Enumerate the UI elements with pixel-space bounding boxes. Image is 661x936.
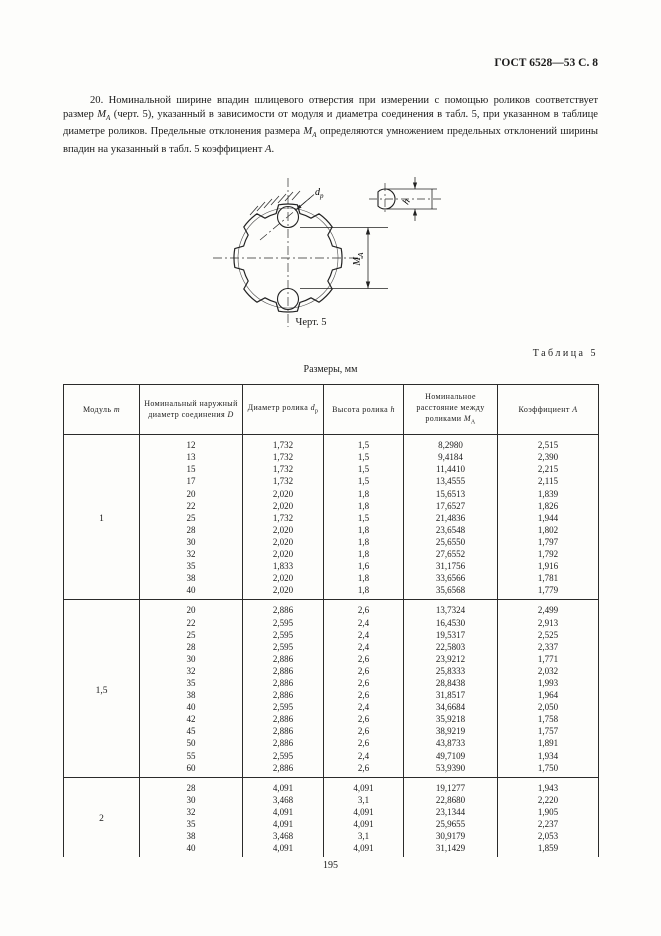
table-cell: 2,886 — [243, 677, 324, 689]
table-cell: 49,7109 — [404, 750, 498, 762]
table-header — [64, 384, 599, 435]
module-cell: 1 — [99, 514, 104, 525]
table-cell: 1,833 — [243, 560, 324, 572]
table-row — [64, 463, 599, 475]
table-cell: 25 — [140, 629, 243, 641]
table-cell: 8,2980 — [404, 435, 498, 452]
table-cell: 43,8733 — [404, 737, 498, 749]
table-row — [64, 665, 599, 677]
table-cell: 2,6 — [324, 737, 404, 749]
table-cell: 2,6 — [324, 713, 404, 725]
table-cell: 2,886 — [243, 725, 324, 737]
column-header: Номинальное расстояние между роликами $М_А$ — [404, 384, 498, 435]
table-cell: 22,8680 — [404, 794, 498, 806]
table-cell: 1,732 — [243, 512, 324, 524]
table-cell: 31,8517 — [404, 689, 498, 701]
table-cell: 4,091 — [324, 818, 404, 830]
table-cell: 2,886 — [243, 665, 324, 677]
table-cell: 28,8438 — [404, 677, 498, 689]
table-cell: 4,091 — [243, 842, 324, 857]
table-row — [64, 762, 599, 778]
table-cell: 20 — [140, 600, 243, 617]
table-row — [64, 548, 599, 560]
table-row — [64, 794, 599, 806]
table-cell: 2,237 — [498, 818, 599, 830]
table-cell: 23,1344 — [404, 806, 498, 818]
table-cell: 2,4 — [324, 701, 404, 713]
table-cell: 1,792 — [498, 548, 599, 560]
table-cell: 1,6 — [324, 560, 404, 572]
table-cell: 38 — [140, 689, 243, 701]
table-cell: 34,6684 — [404, 701, 498, 713]
table-cell: 2,4 — [324, 641, 404, 653]
table-cell: 2,020 — [243, 536, 324, 548]
table-cell: 2,6 — [324, 725, 404, 737]
table-row — [64, 560, 599, 572]
table-row — [64, 750, 599, 762]
table-cell: 16,4530 — [404, 617, 498, 629]
table-cell: 1,779 — [498, 584, 599, 600]
table-cell: 2,886 — [243, 653, 324, 665]
column-header: Модуль m — [64, 384, 140, 435]
table-cell: 2,913 — [498, 617, 599, 629]
table-cell: 1,5 — [324, 512, 404, 524]
table-cell: 1,8 — [324, 572, 404, 584]
table-cell: 40 — [140, 701, 243, 713]
table-cell: 1,8 — [324, 500, 404, 512]
table-cell: 4,091 — [243, 818, 324, 830]
table-cell: 2,595 — [243, 641, 324, 653]
table-cell: 13,4555 — [404, 475, 498, 487]
table-cell: 30 — [140, 653, 243, 665]
module-group — [64, 435, 599, 600]
table-cell: 9,4184 — [404, 451, 498, 463]
table-row — [64, 629, 599, 641]
table-row — [64, 641, 599, 653]
table-cell: 2,020 — [243, 584, 324, 600]
table-cell: 55 — [140, 750, 243, 762]
table-cell: 38 — [140, 572, 243, 584]
table-cell: 25 — [140, 512, 243, 524]
table-cell: 13,7324 — [404, 600, 498, 617]
table-cell: 2,6 — [324, 689, 404, 701]
table-cell: 60 — [140, 762, 243, 778]
table-cell: 2,595 — [243, 701, 324, 713]
table-cell: 1,732 — [243, 451, 324, 463]
table-cell: 27,6552 — [404, 548, 498, 560]
table-cell: 2,4 — [324, 750, 404, 762]
dp-label: $d_р$ — [315, 186, 324, 200]
table-cell: 1,5 — [324, 451, 404, 463]
document-header: ГОСТ 6528—53 С. 8 — [494, 57, 598, 69]
column-header: Коэффициент А — [498, 384, 599, 435]
table-cell: 15 — [140, 463, 243, 475]
table-cell: 1,750 — [498, 762, 599, 778]
table-cell: 19,5317 — [404, 629, 498, 641]
table-cell: 32 — [140, 806, 243, 818]
table-cell: 2,515 — [498, 435, 599, 452]
table-cell: 22 — [140, 500, 243, 512]
table-cell: 1,916 — [498, 560, 599, 572]
table-cell: 2,6 — [324, 653, 404, 665]
table-cell: 2,053 — [498, 830, 599, 842]
table-cell: 1,5 — [324, 463, 404, 475]
table-cell: 2,6 — [324, 677, 404, 689]
table-cell: 2,032 — [498, 665, 599, 677]
table-cell: 3,468 — [243, 794, 324, 806]
table-cell: 1,8 — [324, 488, 404, 500]
table-cell: 25,8333 — [404, 665, 498, 677]
clause-20-paragraph: 20. Номинальной ширине впадин шлицевого отверстия при измерении с помощью роликов соответствует размер $М_А$ (черт. 5), указанный в зависимости от модуля и диаметра соединения в табл. 5, при указанном в таблице диаметре роликов. Предельные отклонения размера $М_А$ определяются умножением предельных отклонений ширины впадин на указанный в табл. 5 коэффициент А. — [63, 95, 598, 155]
roller-detail — [369, 177, 442, 221]
table-cell: 1,826 — [498, 500, 599, 512]
table-cell: 2,4 — [324, 629, 404, 641]
data-table — [63, 384, 599, 858]
table-cell: 3,468 — [243, 830, 324, 842]
module-cell: 1,5 — [64, 600, 140, 777]
clause-number: 20. — [90, 95, 104, 106]
table-cell: 38,9219 — [404, 725, 498, 737]
table-row — [64, 524, 599, 536]
table-row — [64, 777, 599, 794]
table-cell: 1,732 — [243, 435, 324, 452]
table-cell: 1,891 — [498, 737, 599, 749]
table-cell: 4,091 — [243, 777, 324, 794]
table-cell: 1,944 — [498, 512, 599, 524]
table-cell: 32 — [140, 548, 243, 560]
table-cell: 38 — [140, 830, 243, 842]
table-cell: 1,732 — [243, 463, 324, 475]
table-cell: 2,886 — [243, 737, 324, 749]
table-cell: 31,1756 — [404, 560, 498, 572]
table-row — [64, 842, 599, 857]
table-row — [64, 500, 599, 512]
table-cell: 1,757 — [498, 725, 599, 737]
table-cell: 2,595 — [243, 750, 324, 762]
table-cell: 28 — [140, 524, 243, 536]
table-cell: 4,091 — [324, 806, 404, 818]
table-row — [64, 677, 599, 689]
module-group — [64, 777, 599, 857]
table-cell: 33,6566 — [404, 572, 498, 584]
table-row — [64, 584, 599, 600]
table-cell: 28 — [140, 641, 243, 653]
table-cell: 45 — [140, 725, 243, 737]
table-cell: 1,839 — [498, 488, 599, 500]
table-row — [64, 701, 599, 713]
table-cell: 15,6513 — [404, 488, 498, 500]
table-cell: 2,020 — [243, 500, 324, 512]
table-cell: 1,771 — [498, 653, 599, 665]
table-cell: 17 — [140, 475, 243, 487]
h-arrow-bottom — [413, 209, 417, 216]
table-cell: 2,050 — [498, 701, 599, 713]
table-cell: 1,781 — [498, 572, 599, 584]
table-cell: 2,220 — [498, 794, 599, 806]
table-cell: 21,4836 — [404, 512, 498, 524]
table-cell: 2,020 — [243, 524, 324, 536]
column-header: Номинальный наружный диаметр соединения D — [140, 384, 243, 435]
table-cell: 30 — [140, 536, 243, 548]
table-cell: 2,020 — [243, 488, 324, 500]
table-row — [64, 830, 599, 842]
table-cell: 2,886 — [243, 600, 324, 617]
table-cell: 25,9655 — [404, 818, 498, 830]
table-cell: 2,595 — [243, 629, 324, 641]
h-arrow-top — [413, 182, 417, 189]
table-row — [64, 653, 599, 665]
table-cell: 40 — [140, 842, 243, 857]
table-cell: 1,8 — [324, 548, 404, 560]
table-cell: 12 — [140, 435, 243, 452]
table-cell: 4,091 — [324, 777, 404, 794]
table-row — [64, 725, 599, 737]
table-cell: 1,943 — [498, 777, 599, 794]
size-symbol-ma: $М_А$ — [97, 108, 111, 122]
table-cell: 32 — [140, 665, 243, 677]
table-cell: 3,1 — [324, 830, 404, 842]
table-cell: 13 — [140, 451, 243, 463]
table-cell: 11,4410 — [404, 463, 498, 475]
table-row — [64, 689, 599, 701]
table-cell: 35 — [140, 560, 243, 572]
table-cell: 2,4 — [324, 617, 404, 629]
table-row — [64, 475, 599, 487]
table-cell: 50 — [140, 737, 243, 749]
table-row — [64, 600, 599, 617]
table-cell: 2,020 — [243, 572, 324, 584]
table-cell: 28 — [140, 777, 243, 794]
table-cell: 2,886 — [243, 689, 324, 701]
table-cell: 30 — [140, 794, 243, 806]
table-units-label: Размеры, мм — [303, 363, 358, 375]
table-cell: 4,091 — [324, 842, 404, 857]
table-cell: 1,758 — [498, 713, 599, 725]
table-cell: 2,595 — [243, 617, 324, 629]
spline-drawing — [150, 175, 570, 335]
table-row — [64, 617, 599, 629]
table-cell: 25,6550 — [404, 536, 498, 548]
table-cell: 35 — [140, 818, 243, 830]
table-cell: 20 — [140, 488, 243, 500]
table-cell: 35 — [140, 677, 243, 689]
table-cell: 2,6 — [324, 665, 404, 677]
table-cell: 2,215 — [498, 463, 599, 475]
ma-label: $М_А$ — [352, 252, 365, 266]
table-cell: 30,9179 — [404, 830, 498, 842]
table-cell: 2,525 — [498, 629, 599, 641]
table-cell: 42 — [140, 713, 243, 725]
table-cell: 1,859 — [498, 842, 599, 857]
table-cell: 53,9390 — [404, 762, 498, 778]
table-row — [64, 806, 599, 818]
table-row — [64, 572, 599, 584]
table-cell: 1,8 — [324, 536, 404, 548]
table-cell: 1,5 — [324, 475, 404, 487]
table-cell: 1,905 — [498, 806, 599, 818]
table-row — [64, 488, 599, 500]
table-cell: 1,5 — [324, 435, 404, 452]
hatching-marks — [250, 191, 300, 215]
table-cell: 2,499 — [498, 600, 599, 617]
table-row — [64, 713, 599, 725]
table-cell: 1,802 — [498, 524, 599, 536]
dimension-arrow-up — [366, 227, 370, 234]
table-cell: 22 — [140, 617, 243, 629]
module-cell: 2 — [64, 777, 140, 857]
module-group — [64, 600, 599, 777]
table-cell: 2,886 — [243, 713, 324, 725]
table-cell: 1,8 — [324, 584, 404, 600]
table-row — [64, 818, 599, 830]
dimension-arrow-down — [366, 281, 370, 288]
figure-caption: Черт. 5 — [295, 316, 327, 328]
table-cell: 22,5803 — [404, 641, 498, 653]
table-cell: 1,934 — [498, 750, 599, 762]
table-header-row — [64, 384, 599, 435]
table-cell: 35,6568 — [404, 584, 498, 600]
table-cell: 2,6 — [324, 600, 404, 617]
table-row — [64, 451, 599, 463]
table-caption: Таблица 5 — [532, 347, 598, 359]
table-cell: 23,6548 — [404, 524, 498, 536]
table-cell: 31,1429 — [404, 842, 498, 857]
size-symbol-ma: $М_А$ — [303, 126, 317, 140]
table-cell: 2,020 — [243, 548, 324, 560]
table-cell: 1,964 — [498, 689, 599, 701]
column-header: Диаметр ролика $d_р$ — [243, 384, 324, 435]
table-cell: 35,9218 — [404, 713, 498, 725]
table-row — [64, 512, 599, 524]
table-cell: 2,390 — [498, 451, 599, 463]
h-label: h — [400, 196, 413, 207]
table-cell: 3,1 — [324, 794, 404, 806]
table-cell: 2,6 — [324, 762, 404, 778]
table-cell: 17,6527 — [404, 500, 498, 512]
table-cell: 2,115 — [498, 475, 599, 487]
table-cell: 40 — [140, 584, 243, 600]
table-row — [64, 536, 599, 548]
figure-chert-5 — [63, 175, 598, 335]
page-number: 195 — [323, 860, 338, 872]
table-cell: 1,8 — [324, 524, 404, 536]
table-row — [64, 737, 599, 749]
table-cell: 2,886 — [243, 762, 324, 778]
table-row — [64, 435, 599, 452]
table-cell: 1,993 — [498, 677, 599, 689]
table-cell: 1,732 — [243, 475, 324, 487]
table-cell: 19,1277 — [404, 777, 498, 794]
dp-leader — [296, 194, 314, 210]
column-header: Высота ролика h — [324, 384, 404, 435]
table-cell: 4,091 — [243, 806, 324, 818]
table-cell: 2,337 — [498, 641, 599, 653]
table-cell: 23,9212 — [404, 653, 498, 665]
coefficient-symbol: А — [265, 144, 272, 155]
table-cell: 1,797 — [498, 536, 599, 548]
